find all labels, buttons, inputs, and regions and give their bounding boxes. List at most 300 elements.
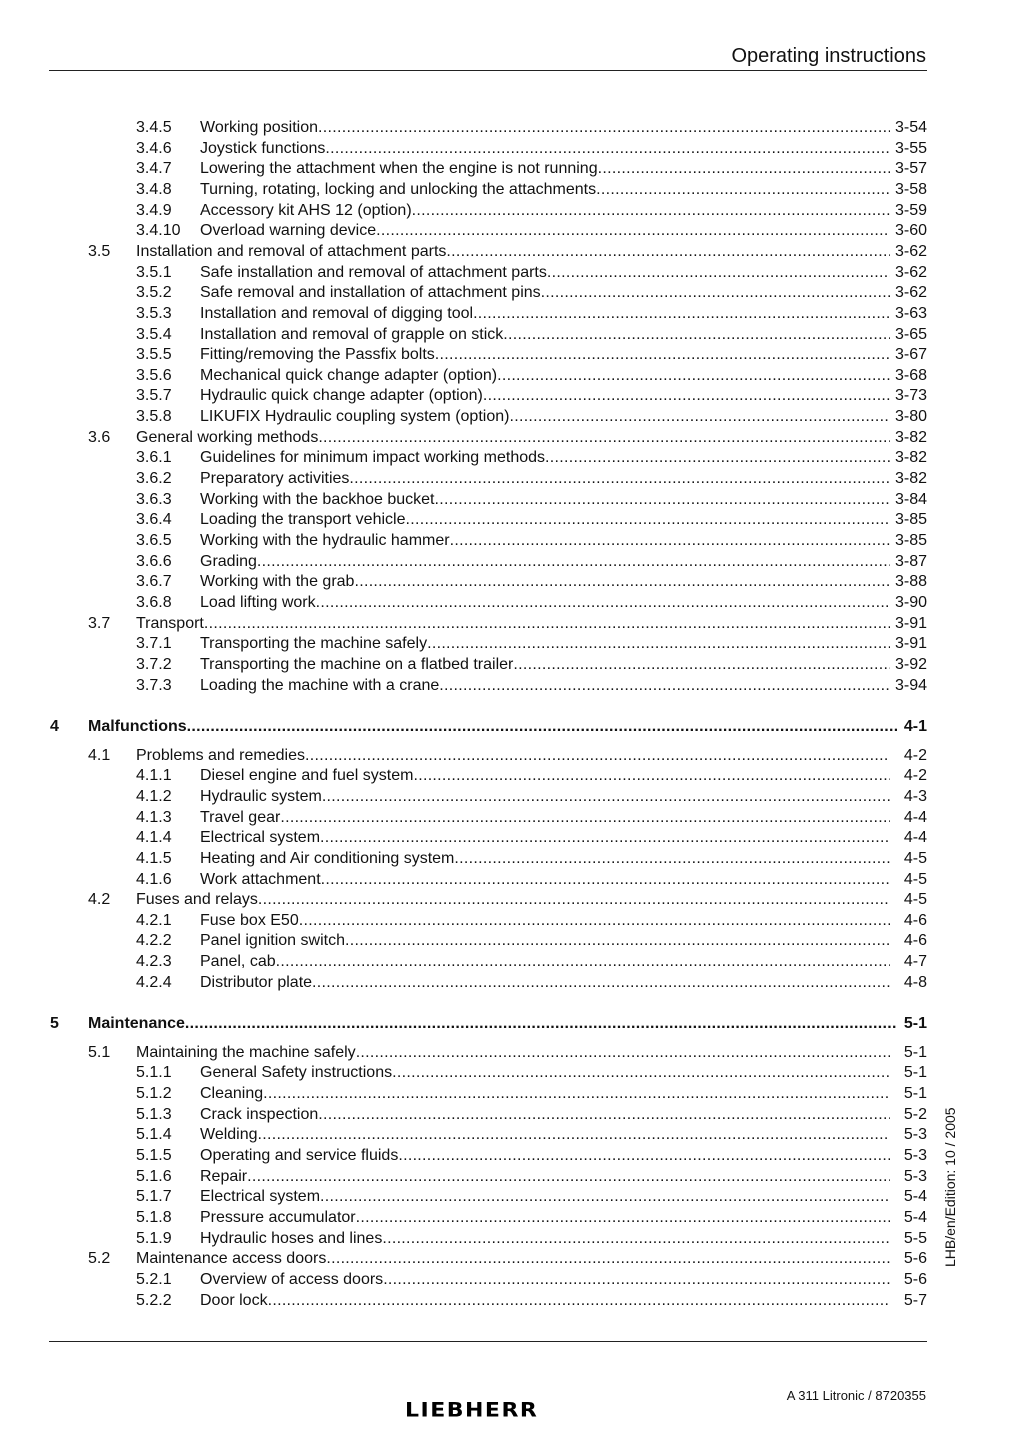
toc-entry-page: 5-6 bbox=[903, 1250, 927, 1268]
toc-entry-title: Heating and Air conditioning system bbox=[200, 849, 455, 867]
toc-entry-row[interactable] bbox=[0, 1146, 1024, 1166]
toc-entry-page: 4-2 bbox=[903, 746, 927, 764]
toc-entry-page: 3-85 bbox=[894, 532, 927, 549]
toc-entry-page: 4-5 bbox=[903, 891, 927, 909]
toc-entry-row[interactable] bbox=[0, 428, 1024, 448]
toc-entry-number: 3.5.4 bbox=[136, 325, 172, 343]
toc-entry-page: 5-3 bbox=[903, 1167, 927, 1185]
toc-dot-leader bbox=[318, 1105, 890, 1125]
toc-dot-leader bbox=[427, 634, 890, 654]
toc-entry-number: 3.7.1 bbox=[136, 635, 172, 653]
toc-entry-title: Transporting the machine on a flatbed trailer bbox=[200, 655, 514, 673]
toc-entry-number: 3.6.3 bbox=[136, 490, 172, 508]
toc-entry-row[interactable] bbox=[0, 1249, 1024, 1269]
toc-entry-title: Cleaning bbox=[200, 1085, 264, 1103]
toc-entry-number: 4.1.2 bbox=[136, 787, 172, 805]
toc-entry-page: 5-3 bbox=[903, 1147, 927, 1165]
toc-entry-title: Working with the grab bbox=[200, 573, 355, 591]
toc-entry-title-wrap bbox=[200, 386, 890, 406]
toc-entry-page: 5-1 bbox=[903, 1014, 927, 1032]
toc-entry-row[interactable] bbox=[0, 386, 1024, 406]
toc-entry-page: 3-54 bbox=[894, 119, 927, 136]
toc-entry-title: Fitting/removing the Passfix bolts bbox=[200, 346, 435, 364]
toc-dot-leader bbox=[503, 325, 890, 345]
toc-entry-row[interactable] bbox=[0, 849, 1024, 869]
toc-entry-title: Transport bbox=[136, 614, 204, 632]
toc-entry-row[interactable] bbox=[0, 490, 1024, 510]
toc-entry-title: Problems and remedies bbox=[136, 746, 305, 764]
toc-entry-number: 3.5.1 bbox=[136, 263, 172, 281]
toc-entry-number: 4.1.5 bbox=[136, 849, 172, 867]
toc-entry-page: 3-91 bbox=[894, 635, 927, 653]
toc-dot-leader bbox=[305, 746, 890, 766]
toc-entry-number: 5.2.2 bbox=[136, 1291, 172, 1309]
toc-dot-leader bbox=[276, 952, 890, 972]
toc-entry-title: Distributor plate bbox=[200, 973, 313, 991]
toc-dot-leader bbox=[405, 510, 890, 530]
toc-entry-page: 4-2 bbox=[903, 767, 927, 785]
toc-entry-page: 4-6 bbox=[903, 911, 927, 929]
toc-entry-title: Preparatory activities bbox=[200, 470, 350, 488]
toc-entry-page: 3-60 bbox=[894, 222, 927, 240]
toc-entry-title: Fuse box E50 bbox=[200, 911, 299, 929]
toc-entry-title-wrap bbox=[200, 1291, 890, 1311]
toc-entry-number: 5.1.7 bbox=[136, 1188, 172, 1206]
toc-entry-title-wrap bbox=[200, 552, 890, 572]
toc-entry-title: Mechanical quick change adapter (option) bbox=[200, 366, 498, 384]
toc-entry-number: 3.7.3 bbox=[136, 676, 172, 694]
toc-entry-row[interactable] bbox=[0, 159, 1024, 179]
toc-entry-page: 5-7 bbox=[903, 1291, 927, 1309]
toc-entry-number: 3.5.2 bbox=[136, 284, 172, 302]
toc-entry-row[interactable] bbox=[0, 1125, 1024, 1145]
toc-entry-title-wrap bbox=[200, 766, 890, 786]
toc-entry-title: Panel, cab bbox=[200, 953, 276, 971]
toc-dot-leader bbox=[547, 263, 890, 283]
toc-entry-page: 5-2 bbox=[903, 1105, 927, 1123]
toc-entry-title-wrap bbox=[200, 952, 890, 972]
toc-dot-leader bbox=[383, 1270, 890, 1290]
toc-entry-row[interactable] bbox=[0, 221, 1024, 241]
toc-entry-number: 3.5.3 bbox=[136, 304, 172, 322]
toc-entry-page: 3-67 bbox=[894, 346, 927, 364]
toc-entry-row[interactable] bbox=[0, 180, 1024, 200]
toc-entry-title: Maintenance access doors bbox=[136, 1250, 327, 1268]
toc-entry-page: 3-90 bbox=[894, 593, 927, 611]
toc-entry-title: Overview of access doors bbox=[200, 1270, 384, 1288]
toc-entry-row[interactable] bbox=[0, 766, 1024, 786]
toc-entry-title-wrap bbox=[200, 325, 890, 345]
toc-entry-page: 5-5 bbox=[903, 1229, 927, 1247]
toc-entry-row[interactable] bbox=[0, 407, 1024, 427]
toc-entry-row[interactable] bbox=[0, 746, 1024, 766]
toc-entry-number: 4.1.4 bbox=[136, 829, 172, 847]
toc-entry-number: 3.6.7 bbox=[136, 573, 172, 591]
toc-entry-title-wrap bbox=[200, 283, 890, 303]
toc-dot-leader bbox=[483, 386, 890, 406]
toc-entry-page: 3-65 bbox=[894, 325, 927, 343]
toc-dot-leader bbox=[349, 469, 890, 489]
toc-entry-title-wrap bbox=[200, 469, 890, 489]
toc-entry-number: 3.5.7 bbox=[136, 387, 172, 405]
toc-entry-page: 5-4 bbox=[903, 1188, 927, 1206]
toc-dot-leader bbox=[280, 808, 890, 828]
toc-entry-row[interactable] bbox=[0, 510, 1024, 530]
toc-entry-row[interactable] bbox=[0, 787, 1024, 807]
toc-entry-number: 5.1.1 bbox=[136, 1064, 172, 1082]
toc-entry-title-wrap bbox=[136, 242, 890, 262]
toc-dot-leader bbox=[450, 531, 890, 551]
toc-dot-leader bbox=[258, 1125, 890, 1145]
toc-entry-page: 4-4 bbox=[903, 808, 927, 826]
toc-entry-title-wrap bbox=[200, 870, 890, 890]
toc-entry-title: Installation and removal of attachment parts bbox=[136, 242, 447, 260]
toc-entry-number: 5.1.8 bbox=[136, 1209, 172, 1226]
toc-dot-leader bbox=[326, 1249, 890, 1269]
toc-dot-leader bbox=[247, 1167, 890, 1187]
toc-dot-leader bbox=[497, 366, 890, 386]
toc-entry-title-wrap bbox=[200, 180, 890, 200]
toc-entry-number: 4.2.4 bbox=[136, 973, 172, 991]
toc-entry-row[interactable] bbox=[0, 614, 1024, 634]
toc-dot-leader bbox=[187, 717, 897, 737]
toc-entry-title: Overload warning device bbox=[200, 222, 377, 240]
toc-entry-title-wrap bbox=[200, 1187, 890, 1207]
toc-entry-row[interactable] bbox=[0, 1187, 1024, 1207]
toc-entry-number: 3.4.6 bbox=[136, 139, 172, 157]
toc-dot-leader bbox=[446, 242, 890, 262]
toc-entry-row[interactable] bbox=[0, 634, 1024, 654]
toc-entry-title-wrap bbox=[200, 366, 890, 386]
toc-entry-page: 3-84 bbox=[894, 490, 927, 508]
toc-entry-row[interactable] bbox=[0, 345, 1024, 365]
toc-entry-title: Loading the machine with a crane bbox=[200, 676, 440, 694]
toc-entry-page: 4-5 bbox=[903, 870, 927, 888]
toc-dot-leader bbox=[435, 345, 890, 365]
toc-dot-leader bbox=[435, 490, 891, 510]
toc-chapter-row[interactable] bbox=[0, 1014, 1024, 1034]
toc-dot-leader bbox=[509, 407, 890, 427]
toc-entry-number: 4 bbox=[50, 717, 59, 735]
toc-entry-number: 5 bbox=[50, 1014, 59, 1032]
toc-entry-title: Installation and removal of grapple on stick bbox=[200, 325, 504, 343]
toc-entry-row[interactable] bbox=[0, 366, 1024, 386]
toc-dot-leader bbox=[454, 849, 890, 869]
toc-entry-number: 5.1 bbox=[88, 1043, 111, 1061]
toc-entry-title-wrap bbox=[200, 849, 890, 869]
toc-dot-leader bbox=[322, 787, 890, 807]
toc-dot-leader bbox=[299, 911, 890, 931]
liebherr-logo: LIEBHERR bbox=[405, 1399, 539, 1422]
toc-entry-number: 3.6.5 bbox=[136, 532, 172, 549]
toc-entry-title: Safe removal and installation of attachment pins bbox=[200, 284, 541, 302]
toc-dot-leader bbox=[321, 870, 890, 890]
toc-entry-number: 3.4.5 bbox=[136, 119, 172, 136]
toc-entry-title: Maintenance bbox=[88, 1014, 185, 1032]
toc-entry-title: Electrical system bbox=[200, 829, 321, 847]
toc-dot-leader bbox=[382, 1229, 890, 1249]
toc-entry-row[interactable] bbox=[0, 676, 1024, 696]
toc-entry-row[interactable] bbox=[0, 1084, 1024, 1104]
toc-dot-leader bbox=[356, 1208, 890, 1228]
toc-entry-number: 5.1.2 bbox=[136, 1085, 172, 1103]
toc-dot-leader bbox=[257, 552, 890, 572]
toc-entry-title-wrap bbox=[136, 1249, 890, 1269]
toc-entry-row[interactable] bbox=[0, 655, 1024, 675]
toc-entry-number: 5.2 bbox=[88, 1250, 111, 1268]
toc-entry-title-wrap bbox=[200, 201, 890, 221]
toc-entry-number: 3.6 bbox=[88, 428, 111, 446]
toc-dot-leader bbox=[325, 139, 890, 159]
toc-entry-title-wrap bbox=[200, 593, 890, 613]
toc-dot-leader bbox=[545, 448, 890, 468]
toc-dot-leader bbox=[263, 1084, 890, 1104]
toc-entry-title: Working with the backhoe bucket bbox=[200, 490, 435, 508]
toc-entry-page: 3-62 bbox=[894, 242, 927, 260]
toc-entry-title-wrap bbox=[200, 263, 890, 283]
toc-entry-page: 4-4 bbox=[903, 829, 927, 847]
toc-entry-title-wrap bbox=[88, 1014, 897, 1034]
toc-entry-row[interactable] bbox=[0, 1043, 1024, 1063]
toc-entry-row[interactable] bbox=[0, 973, 1024, 993]
toc-dot-leader bbox=[320, 1187, 890, 1207]
toc-entry-number: 4.1 bbox=[88, 746, 111, 764]
toc-entry-title: Hydraulic hoses and lines bbox=[200, 1229, 383, 1247]
toc-entry-row[interactable] bbox=[0, 1105, 1024, 1125]
toc-entry-row[interactable] bbox=[0, 1291, 1024, 1311]
toc-entry-page: 4-6 bbox=[903, 932, 927, 950]
toc-chapter-row[interactable] bbox=[0, 717, 1024, 737]
toc-entry-title-wrap bbox=[200, 572, 890, 592]
toc-entry-row[interactable] bbox=[0, 1270, 1024, 1290]
toc-entry-row[interactable] bbox=[0, 552, 1024, 572]
toc-entry-row[interactable] bbox=[0, 469, 1024, 489]
toc-entry-number: 4.2.2 bbox=[136, 932, 172, 950]
toc-entry-page: 3-63 bbox=[894, 304, 927, 322]
toc-entry-title-wrap bbox=[200, 1084, 890, 1104]
toc-entry-row[interactable] bbox=[0, 808, 1024, 828]
page-header-title: Operating instructions bbox=[731, 45, 926, 67]
toc-entry-row[interactable] bbox=[0, 304, 1024, 324]
toc-entry-page: 3-73 bbox=[894, 387, 927, 405]
toc-entry-page: 3-82 bbox=[894, 428, 927, 446]
toc-entry-title-wrap bbox=[200, 345, 890, 365]
toc-entry-page: 3-92 bbox=[894, 655, 927, 673]
toc-entry-number: 4.1.3 bbox=[136, 808, 172, 826]
toc-entry-title: Installation and removal of digging tool bbox=[200, 304, 474, 322]
toc-entry-title-wrap bbox=[200, 828, 890, 848]
toc-entry-title: Repair bbox=[200, 1167, 248, 1185]
toc-entry-number: 5.1.5 bbox=[136, 1147, 172, 1165]
toc-entry-title: Hydraulic system bbox=[200, 787, 322, 805]
toc-entry-row[interactable] bbox=[0, 572, 1024, 592]
toc-entry-title: Turning, rotating, locking and unlocking the attachments bbox=[200, 180, 597, 198]
toc-entry-row[interactable] bbox=[0, 1167, 1024, 1187]
toc-entry-title: Accessory kit AHS 12 (option) bbox=[200, 201, 412, 219]
toc-entry-number: 4.2 bbox=[88, 891, 111, 909]
toc-dot-leader bbox=[413, 766, 890, 786]
toc-entry-row[interactable] bbox=[0, 263, 1024, 283]
toc-entry-title-wrap bbox=[200, 931, 890, 951]
toc-entry-title: Joystick functions bbox=[200, 139, 326, 157]
toc-entry-title-wrap bbox=[200, 911, 890, 931]
toc-entry-title-wrap bbox=[200, 634, 890, 654]
toc-entry-number: 5.1.9 bbox=[136, 1229, 172, 1247]
toc-entry-title-wrap bbox=[200, 304, 890, 324]
toc-entry-title-wrap bbox=[88, 717, 897, 737]
toc-entry-number: 3.5.5 bbox=[136, 346, 172, 364]
toc-entry-number: 5.2.1 bbox=[136, 1270, 172, 1288]
toc-entry-title-wrap bbox=[200, 973, 890, 993]
toc-entry-title-wrap bbox=[200, 1063, 890, 1083]
toc-entry-page: 3-58 bbox=[894, 180, 927, 198]
toc-entry-row[interactable] bbox=[0, 242, 1024, 262]
toc-entry-title: General Safety instructions bbox=[200, 1064, 393, 1082]
toc-entry-title-wrap bbox=[200, 1105, 890, 1125]
toc-entry-number: 3.5 bbox=[88, 242, 111, 260]
toc-entry-number: 4.2.1 bbox=[136, 911, 172, 929]
toc-dot-leader bbox=[376, 221, 890, 241]
toc-entry-number: 3.4.10 bbox=[136, 222, 181, 240]
toc-dot-leader bbox=[473, 304, 890, 324]
toc-entry-title: Panel ignition switch bbox=[200, 932, 345, 950]
footer-rule bbox=[49, 1341, 927, 1342]
toc-entry-title-wrap bbox=[200, 1208, 890, 1228]
toc-entry-row[interactable] bbox=[0, 952, 1024, 972]
toc-entry-page: 3-55 bbox=[894, 139, 927, 157]
toc-entry-page: 4-1 bbox=[903, 717, 927, 735]
toc-entry-page: 3-88 bbox=[894, 573, 927, 591]
toc-entry-page: 3-59 bbox=[894, 201, 927, 219]
toc-entry-title-wrap bbox=[200, 787, 890, 807]
toc-entry-title: Guidelines for minimum impact working methods bbox=[200, 449, 546, 467]
toc-entry-title: Transporting the machine safely bbox=[200, 635, 428, 653]
toc-entry-page: 4-8 bbox=[903, 973, 927, 991]
toc-entry-number: 3.7.2 bbox=[136, 655, 172, 673]
toc-entry-title: Load lifting work bbox=[200, 593, 316, 611]
toc-dot-leader bbox=[356, 1043, 890, 1063]
toc-entry-number: 4.1.1 bbox=[136, 767, 172, 785]
toc-entry-title: Loading the transport vehicle bbox=[200, 511, 406, 529]
toc-entry-title-wrap bbox=[200, 407, 890, 427]
toc-entry-title-wrap bbox=[200, 490, 890, 510]
toc-entry-page: 4-3 bbox=[903, 787, 927, 805]
toc-entry-row[interactable] bbox=[0, 531, 1024, 551]
toc-entry-page: 3-87 bbox=[894, 552, 927, 570]
toc-entry-number: 3.6.6 bbox=[136, 552, 172, 570]
toc-entry-row[interactable] bbox=[0, 593, 1024, 613]
toc-entry-page: 3-57 bbox=[894, 160, 927, 178]
toc-entry-row[interactable] bbox=[0, 1063, 1024, 1083]
toc-dot-leader bbox=[320, 828, 890, 848]
toc-dot-leader bbox=[596, 180, 890, 200]
toc-entry-title: Fuses and relays bbox=[136, 891, 258, 909]
toc-entry-row[interactable] bbox=[0, 448, 1024, 468]
toc-entry-title-wrap bbox=[200, 1125, 890, 1145]
toc-entry-title: Welding bbox=[200, 1126, 258, 1144]
toc-entry-row[interactable] bbox=[0, 931, 1024, 951]
toc-entry-page: 5-1 bbox=[903, 1043, 927, 1061]
toc-entry-title: Maintaining the machine safely bbox=[136, 1043, 356, 1061]
toc-entry-row[interactable] bbox=[0, 828, 1024, 848]
toc-entry-page: 4-7 bbox=[903, 953, 927, 971]
toc-entry-title-wrap bbox=[200, 221, 890, 241]
toc-entry-title-wrap bbox=[136, 428, 890, 448]
toc-entry-title-wrap bbox=[200, 159, 890, 179]
toc-dot-leader bbox=[598, 159, 890, 179]
toc-entry-page: 3-80 bbox=[894, 408, 927, 426]
toc-entry-title-wrap bbox=[200, 1229, 890, 1249]
toc-entry-row[interactable] bbox=[0, 325, 1024, 345]
toc-entry-page: 3-62 bbox=[894, 284, 927, 302]
toc-entry-title-wrap bbox=[200, 1167, 890, 1187]
toc-entry-title: Travel gear bbox=[200, 808, 281, 826]
toc-dot-leader bbox=[185, 1014, 897, 1034]
toc-entry-number: 3.6.2 bbox=[136, 470, 172, 488]
toc-entry-row[interactable] bbox=[0, 283, 1024, 303]
toc-dot-leader bbox=[268, 1291, 890, 1311]
toc-entry-number: 3.5.8 bbox=[136, 408, 172, 426]
toc-entry-number: 5.1.4 bbox=[136, 1126, 172, 1144]
toc-entry-page: 4-5 bbox=[903, 849, 927, 867]
toc-entry-number: 3.6.4 bbox=[136, 511, 172, 529]
toc-entry-title: Electrical system bbox=[200, 1188, 321, 1206]
toc-entry-number: 4.1.6 bbox=[136, 870, 172, 888]
toc-entry-title-wrap bbox=[136, 614, 890, 634]
toc-entry-page: 5-1 bbox=[903, 1064, 927, 1082]
toc-entry-number: 3.4.8 bbox=[136, 180, 172, 198]
toc-entry-number: 5.1.3 bbox=[136, 1105, 172, 1123]
toc-entry-title: Crack inspection bbox=[200, 1105, 319, 1123]
toc-entry-page: 3-82 bbox=[894, 470, 927, 488]
toc-dot-leader bbox=[204, 614, 890, 634]
toc-entry-row[interactable] bbox=[0, 139, 1024, 159]
toc-entry-title: Door lock bbox=[200, 1291, 268, 1309]
toc-entry-row[interactable] bbox=[0, 118, 1024, 138]
toc-entry-page: 5-4 bbox=[903, 1209, 927, 1226]
toc-entry-row[interactable] bbox=[0, 1208, 1024, 1228]
toc-entry-page: 5-3 bbox=[903, 1126, 927, 1144]
toc-entry-row[interactable] bbox=[0, 890, 1024, 910]
toc-entry-number: 4.2.3 bbox=[136, 953, 172, 971]
toc-entry-title: Working with the hydraulic hammer bbox=[200, 532, 450, 549]
toc-entry-page: 3-82 bbox=[894, 449, 927, 467]
toc-entry-title-wrap bbox=[200, 655, 890, 675]
toc-entry-title: LIKUFIX Hydraulic coupling system (option) bbox=[200, 408, 510, 426]
toc-entry-page: 3-94 bbox=[894, 676, 927, 694]
toc-entry-title-wrap bbox=[200, 448, 890, 468]
toc-entry-number: 3.4.7 bbox=[136, 160, 172, 178]
toc-entry-title-wrap bbox=[136, 1043, 890, 1063]
toc-entry-title: Lowering the attachment when the engine is not running bbox=[200, 160, 598, 178]
toc-entry-page: 3-68 bbox=[894, 366, 927, 384]
toc-entry-title-wrap bbox=[136, 746, 890, 766]
toc-entry-title: Diesel engine and fuel system bbox=[200, 767, 414, 785]
toc-entry-title: Work attachment bbox=[200, 870, 321, 888]
toc-entry-title-wrap bbox=[200, 531, 890, 551]
toc-entry-row[interactable] bbox=[0, 870, 1024, 890]
toc-dot-leader bbox=[318, 118, 890, 138]
toc-dot-leader bbox=[439, 676, 890, 696]
toc-entry-row[interactable] bbox=[0, 201, 1024, 221]
toc-entry-title: Safe installation and removal of attachment parts bbox=[200, 263, 547, 281]
toc-entry-row[interactable] bbox=[0, 911, 1024, 931]
toc-dot-leader bbox=[316, 593, 890, 613]
toc-entry-row[interactable] bbox=[0, 1229, 1024, 1249]
toc-dot-leader bbox=[398, 1146, 890, 1166]
toc-entry-title-wrap bbox=[200, 676, 890, 696]
toc-entry-number: 3.7 bbox=[88, 614, 111, 632]
